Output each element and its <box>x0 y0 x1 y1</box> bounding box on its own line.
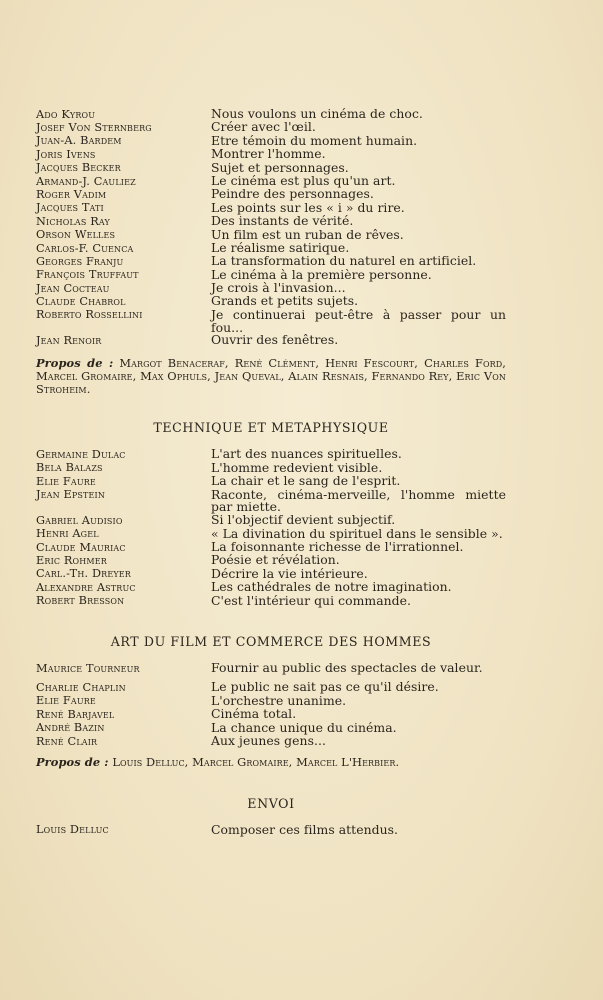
author-name: Carl.-Th. Dreyer <box>36 567 131 581</box>
chapter-title: Peindre des personnages. <box>211 186 374 202</box>
author-name: Germaine Dulac <box>36 448 126 462</box>
author-name: Joris Ivens <box>36 147 96 161</box>
author-name: Louis Delluc <box>36 823 109 837</box>
author-name: Georges Franju <box>36 254 124 268</box>
author-name: Robert Bresson <box>36 594 125 608</box>
chapter-title: Grands et petits sujets. <box>211 293 359 309</box>
author-name: Elie Faure <box>36 474 96 488</box>
author-name: François Truffaut <box>36 268 139 282</box>
chapter-title: Le public ne sait pas ce qu'il désire. <box>211 679 439 695</box>
chapter-title: Montrer l'homme. <box>211 146 326 162</box>
propos-names: Margot Benaceraf, René Clément, Henri Fescourt, Charles Ford, Marcel Gromaire, Max Ophuls, Jean Queval, Alain Resnais, Fernando Rey, Eric Von Stroheim. <box>36 355 506 397</box>
author-name: Elie Faure <box>36 694 96 708</box>
author-name: Claude Mauriac <box>36 540 126 554</box>
chapter-title: La chance unique du cinéma. <box>211 719 397 735</box>
toc-entry <box>36 659 506 675</box>
toc-entry <box>36 334 506 347</box>
chapter-title: L'art des nuances spirituelles. <box>211 446 402 462</box>
section-heading: ART DU FILM ET COMMERCE DES HOMMES <box>110 633 432 649</box>
author-name: Eric Rohmer <box>36 553 107 567</box>
propos-names: Louis Delluc, Marcel Gromaire, Marcel L'Herbier. <box>112 755 400 770</box>
author-name: René Barjavel <box>36 707 115 721</box>
chapter-title: Décrire la vie intérieure. <box>211 565 368 581</box>
toc-entry <box>36 821 506 837</box>
chapter-title: Les points sur les « i » du rire. <box>211 199 405 215</box>
chapter-title: Ouvrir des fenêtres. <box>211 332 339 348</box>
chapter-title: Les cathédrales de notre imagination. <box>211 579 452 595</box>
chapter-title: Aux jeunes gens... <box>211 732 326 748</box>
propos-paragraph <box>36 756 506 769</box>
section-technique <box>36 420 506 608</box>
chapter-title: Je continuerai peut-être à passer pour un fou... <box>211 306 506 335</box>
section-heading: ENVOI <box>247 795 295 811</box>
author-name: René Clair <box>36 734 98 748</box>
chapter-title: Etre témoin du moment humain. <box>211 132 418 148</box>
chapter-title: Créer avec l'œil. <box>211 119 316 135</box>
chapter-title: Fournir au public des spectacles de valeur. <box>211 659 483 675</box>
author-name: Jean Epstein <box>36 488 105 502</box>
author-name: Charlie Chaplin <box>36 680 126 694</box>
chapter-title: Des instants de vérité. <box>211 213 354 229</box>
chapter-title: L'homme redevient visible. <box>211 459 383 475</box>
author-name: Carlos-F. Cuenca <box>36 241 134 255</box>
author-name: Roberto Rossellini <box>36 308 143 322</box>
section-heading: TECHNIQUE ET METAPHYSIQUE <box>153 420 389 436</box>
author-name: Jean Cocteau <box>36 281 110 295</box>
author-name: Jacques Tati <box>36 201 104 215</box>
section-envoi <box>36 796 506 837</box>
author-name: Roger Vadim <box>36 187 107 201</box>
author-name: Ado Kyrou <box>36 107 96 121</box>
chapter-title: Le réalisme satirique. <box>211 239 350 255</box>
chapter-title: Un film est un ruban de rêves. <box>211 226 404 242</box>
chapter-title: Le cinéma est plus qu'un art. <box>211 172 396 188</box>
chapter-title: La chair et le sang de l'esprit. <box>211 473 401 489</box>
chapter-title: Poésie et révélation. <box>211 552 340 568</box>
section-art-du-film <box>36 634 506 770</box>
propos-paragraph <box>36 357 506 397</box>
chapter-title: La transformation du naturel en artificiel. <box>211 253 477 269</box>
propos-label: Propos de : <box>36 355 114 370</box>
chapter-title: Composer ces films attendus. <box>211 821 399 837</box>
author-name: Orson Welles <box>36 228 116 242</box>
author-name: Claude Chabrol <box>36 295 126 309</box>
author-name: Jean Renoir <box>36 334 102 348</box>
chapter-title: C'est l'intérieur qui commande. <box>211 592 412 608</box>
author-name: Nicholas Ray <box>36 214 110 228</box>
chapter-title: Nous voulons un cinéma de choc. <box>211 106 423 121</box>
author-name: Gabriel Audisio <box>36 513 123 527</box>
author-name: Bela Balazs <box>36 461 103 475</box>
table-of-contents <box>36 108 506 837</box>
chapter-title: Je crois à l'invasion... <box>211 280 346 296</box>
chapter-title: Le cinéma à la première personne. <box>211 266 432 282</box>
chapter-title: La foisonnante richesse de l'irrationnel. <box>211 539 464 554</box>
author-name: Henri Agel <box>36 527 99 541</box>
toc-entry <box>36 306 506 335</box>
chapter-title: Si l'objectif devient subjectif. <box>211 512 396 528</box>
section-intro <box>36 108 506 396</box>
toc-entry <box>36 486 506 515</box>
chapter-title: L'orchestre unanime. <box>211 692 347 708</box>
chapter-title: Cinéma total. <box>211 706 297 722</box>
author-name: Maurice Tourneur <box>36 661 140 675</box>
chapter-title: Raconte, cinéma-merveille, l'homme miette par miette. <box>211 486 506 515</box>
author-name: Alexandre Astruc <box>36 580 136 594</box>
author-name: Josef Von Sternberg <box>36 120 152 134</box>
author-name: Juan-A. Bardem <box>36 134 122 148</box>
toc-entry <box>36 732 506 748</box>
author-name: André Bazin <box>36 721 105 735</box>
propos-label: Propos de : <box>36 755 109 770</box>
chapter-title: « La divination du spirituel dans le sensible ». <box>211 525 503 541</box>
author-name: Armand-J. Cauliez <box>36 174 136 188</box>
toc-entry <box>36 592 506 608</box>
author-name: Jacques Becker <box>36 161 121 175</box>
chapter-title: Sujet et personnages. <box>211 159 349 175</box>
